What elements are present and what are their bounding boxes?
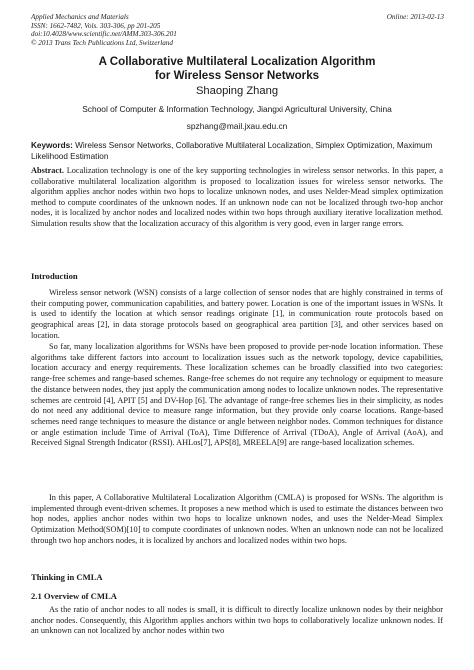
abstract-text: Localization technology is one of the key supporting technologies in wireless sensor networks. In this paper, a collaborative multilateral localization algorithm is proposed to localization issues for wireless sensor networks. The algorithm applies anchor nodes within two hops to localize unknown nodes, and uses Nelder-Mead simplex optimization method to compute coordinates of the unknown nodes. If an unknown node can not be localized through two-hop anchor nodes, it is localized by anchor nodes and localized nodes within two hops through auxiliary iterative localization method. Simulation results show that the localization accuracy of this algorithm is very good, even in larger range errors. bbox=[31, 166, 443, 228]
title-line-2: for Wireless Sensor Networks bbox=[154, 69, 320, 82]
abstract-label: Abstract. bbox=[31, 166, 64, 175]
online-date: Online: 2013-02-13 bbox=[386, 13, 444, 21]
intro-paragraph-1: Wireless sensor network (WSN) consists of a large collection of sensor nodes that are highly constrained in terms of their computing power, communication capabilities, and battery power. Location is one of the important issues in WSNs. It is used to identify the location at which sensor readings originate [1], in communication route protocols based on geographical areas [2], in data storage protocols based on geographical area partition [3], and other services based on location. bbox=[31, 288, 443, 340]
journal-issn: ISSN: 1662-7482, Vols. 303-306, pp 201-205 bbox=[31, 21, 161, 30]
journal-header bbox=[31, 13, 177, 48]
author-email: spzhang@mail.jxau.edu.cn bbox=[186, 121, 288, 131]
keywords-label: Keywords: bbox=[31, 141, 73, 150]
section-heading-introduction: Introduction bbox=[31, 271, 78, 281]
journal-name: Applied Mechanics and Materials bbox=[31, 13, 129, 21]
keywords bbox=[31, 141, 443, 162]
title-line-1: A Collaborative Multilateral Localization Algorithm bbox=[98, 55, 376, 68]
author-affiliation: School of Computer & Information Technology, Jiangxi Agricultural University, China bbox=[82, 104, 392, 114]
keywords-text: Wireless Sensor Networks, Collaborative Multilateral Localization, Simplex Optimization, Maximum Likelihood Estimation bbox=[31, 141, 433, 161]
journal-copyright: © 2013 Trans Tech Publications Ltd, Switzerland bbox=[31, 39, 173, 48]
abstract bbox=[31, 166, 443, 230]
subsection-heading-overview: 2.1 Overview of CMLA bbox=[31, 591, 117, 601]
intro-paragraph-2: So far, many localization algorithms for WSNs have been proposed to provide per-node location information. These algorithms take different factors into account to localization issues such as the network topology, device capabilities, location accuracy and energy requirements. These localization schemes can be broadly classified into two categories: range-free schemes and range-based schemes. Range-free schemes do not require any technology or equipment to measure the distance between nodes, they just apply the communication among nodes to localize unknown nodes. The representative schemes are centroid [4], APIT [5] and DV-Hop [6]. The advantage of range-free schemes lies in their simplicity, as nodes do not need any additional device to measure range information, but they provide only coarse locations. Range-based schemes need range techniques to measure the distance or angle between neighbor nodes. Common techniques for distance or angle estimation include Time of Arrival (ToA), Time Difference of Arrival (TDoA), Angle of Arrival (AoA), and Received Signal Strength Indicator (RSSI). AHLos[7], APS[8], MREELA[9] are range-based localization schemes. bbox=[31, 342, 443, 448]
intro-paragraph-3: In this paper, A Collaborative Multilateral Localization Algorithm (CMLA) is proposed for WSNs. The algorithm is implemented through event-driven schemes. It proposes a new method which is used to estimate the distances between two hop nodes, applies anchor nodes within two hops to localize unknown nodes, and uses the Nelder-Mead Simplex Optimization Method(SOM)[10] to compute coordinates of unknown nodes. When an unknown node can not be localized through two hop anchors nodes, it is localized by anchors and localized nodes within two hops. bbox=[31, 493, 443, 545]
overview-paragraph-1: As the ratio of anchor nodes to all nodes is small, it is difficult to directly localize unknown nodes by their neighbor anchor nodes. Consequently, this Algorithm applies anchors within two hops to collaboratively localize unknown nodes. If an unknown can not localized by anchor nodes within two bbox=[31, 605, 443, 636]
author-name: Shaoping Zhang bbox=[195, 85, 279, 97]
paper-title bbox=[0, 55, 474, 83]
journal-doi: doi:10.4028/www.scientific.net/AMM.303-306.201 bbox=[31, 30, 177, 39]
section-heading-thinking: Thinking in CMLA bbox=[31, 572, 103, 582]
